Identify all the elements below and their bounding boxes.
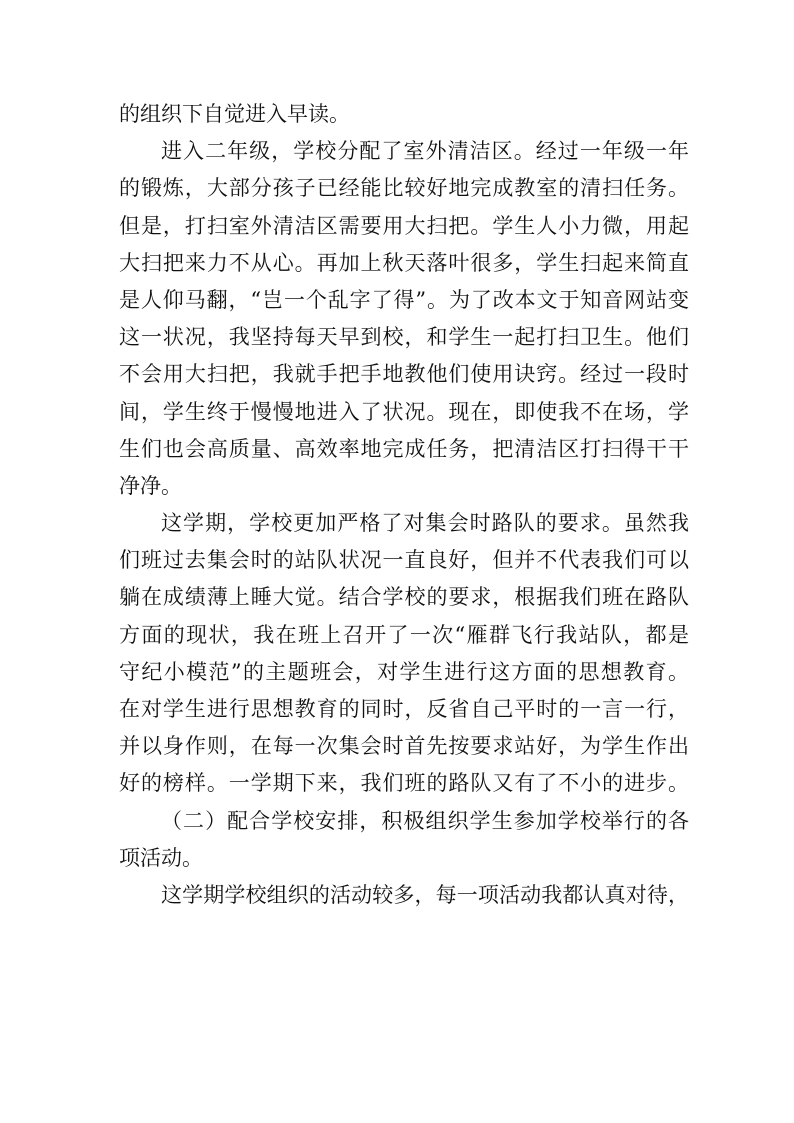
text-line: 方面的现状，我在班上召开了一次“雁群飞行我站队，都是 [119,622,689,647]
body-text [119,96,689,914]
section-heading: （二）配合学校安排，积极组织学生参加学校举行的各 [161,808,689,833]
text-line: 间，学生终于慢慢地进入了状况。现在，即使我不在场，学 [119,399,689,424]
text-line: 的组织下自觉进入早读。 [119,102,350,126]
text-line: 这学期学校组织的活动较多，每一项活动我都认真对待， [161,882,689,907]
text-line: 是人仰马翻，“岂一个乱字了得”。为了改本文于知音网站变 [119,287,689,312]
text-line: 们班过去集会时的站队状况一直良好，但并不代表我们可以 [119,548,689,573]
text-line: 这一状况，我坚持每天早到校，和学生一起打扫卫生。他们 [119,325,689,350]
text-line: 净净。 [119,473,182,498]
text-line: 项活动。 [119,845,203,870]
text-line: 进入二年级，学校分配了室外清洁区。经过一年级一年 [161,139,689,164]
text-line: 躺在成绩薄上睡大觉。结合学校的要求，根据我们班在路队 [119,585,689,610]
text-line: 守纪小模范”的主题班会，对学生进行这方面的思想教育。 [119,659,689,684]
text-line: 并以身作则，在每一次集会时首先按要求站好，为学生作出 [119,734,689,759]
text-line: 好的榜样。一学期下来，我们班的路队又有了不小的进步。 [119,771,689,796]
text-line: 在对学生进行思想教育的同时，反省自己平时的一言一行， [119,697,689,721]
text-line: 大扫把来力不从心。再加上秋天落叶很多，学生扫起来简直 [119,250,689,275]
text-line: 但是，打扫室外清洁区需要用大扫把。学生人小力微，用起 [119,213,689,238]
text-line: 这学期，学校更加严格了对集会时路队的要求。虽然我 [161,511,689,536]
text-line: 不会用大扫把，我就手把手地教他们使用诀窍。经过一段时 [119,362,689,387]
text-line: 的锻炼，大部分孩子已经能比较好地完成教室的清扫任务。 [119,176,689,201]
text-line: 生们也会高质量、高效率地完成任务，把清洁区打扫得干干 [119,436,689,461]
